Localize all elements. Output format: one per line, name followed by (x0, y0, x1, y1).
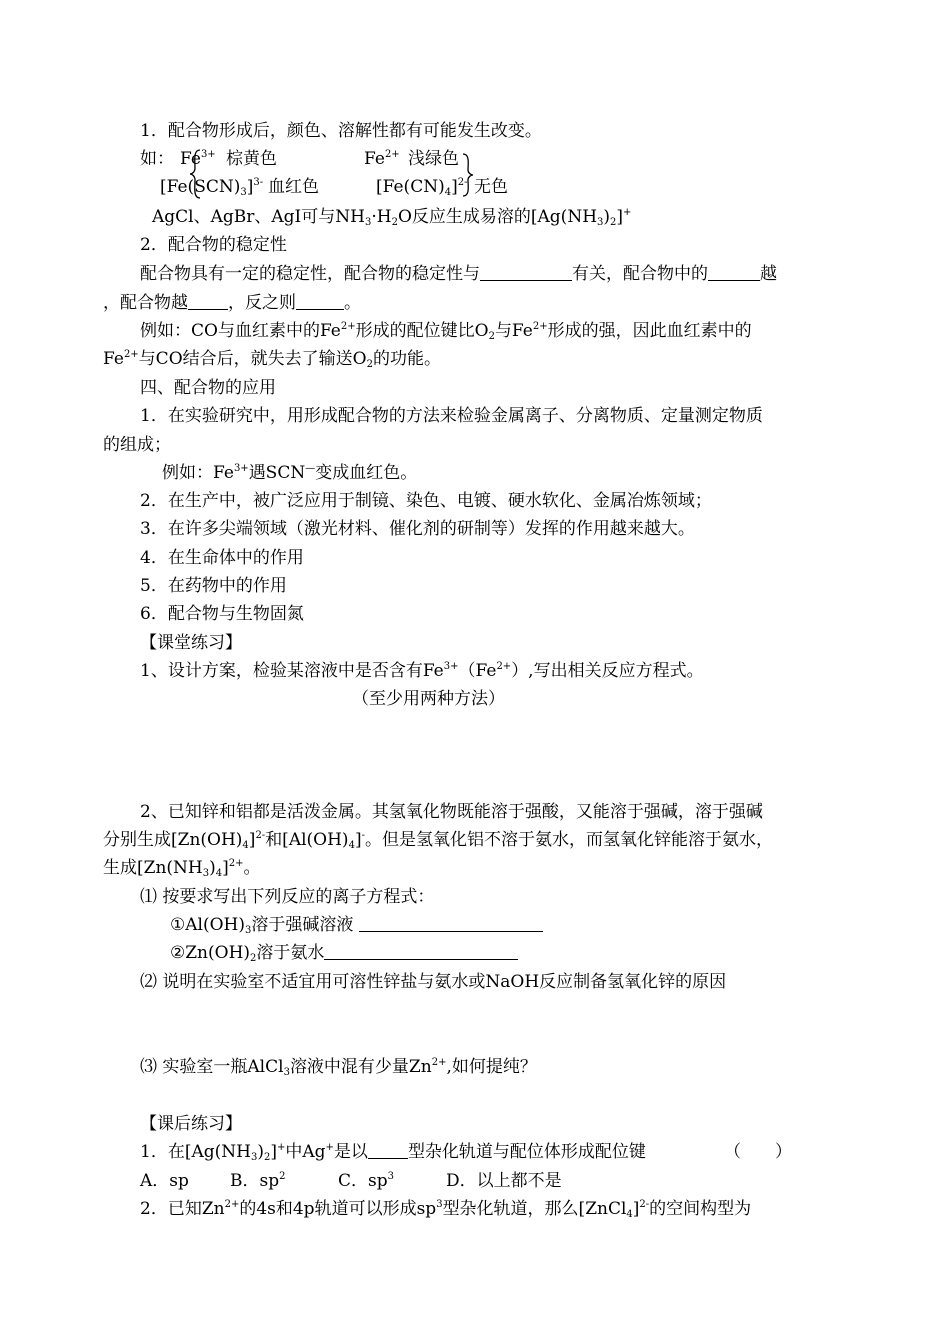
left-brace-icon (189, 148, 203, 200)
homework-question-2: 2．已知$Zn^{2+}$的4s和4p轨道可以形成$sp^3$型杂化轨道，那么[ZnCl$_4$]$^{2-}$的空间构型为 (140, 1199, 752, 1220)
fe2-color: 浅绿色 (408, 149, 459, 169)
example-label: 如： (140, 149, 174, 169)
question-2-part-2: ⑵ 说明在实验室不适宜用可溶性锌盐与氨水或NaOH反应制备氢氧化锌的原因 (140, 972, 727, 992)
question-2-line-3: 生成$[Zn(NH_3)_4]^{2+}$。 (103, 858, 261, 879)
answer-parentheses[interactable]: （ ） (724, 1142, 792, 1162)
option-b[interactable]: B．$sp^2$ (230, 1171, 286, 1191)
application-6: 6．配合物与生物固氮 (140, 604, 304, 624)
question-2-part-1b: $②Zn(OH)_2$溶于氨水 (170, 943, 518, 963)
question-2-part-3: ⑶ 实验室一瓶AlCl$_3$溶液中混有少量$Zn^{2+}$,如何提纯？ (140, 1057, 537, 1078)
application-1-example: 例如：$Fe^{3+}$遇SCN—变成血红色。 (162, 463, 418, 483)
fe3-ion: $Fe^{3+}$ (180, 149, 216, 169)
fescn-color: 血红色 (268, 177, 319, 197)
question-1: 1、设计方案，检验某溶液中是否含有$Fe^{3+}(Fe^{2+})$,写出相关反应方程式。 (140, 661, 704, 681)
option-c[interactable]: C．$sp^3$ (338, 1171, 394, 1191)
co-example-line-1: 例如：CO与血红素中的$Fe^{2+}$形成的配位键比$O_2$与$Fe^{2+}$形成的强，因此血红素中的 (140, 321, 752, 342)
answer-blank[interactable] (480, 264, 572, 281)
right-brace-icon (460, 152, 474, 198)
section-4-heading: 四、配合物的应用 (140, 378, 276, 398)
fe3-color: 棕黄色 (226, 149, 277, 169)
stability-line-2: ，配合物越 ，反之则 。 (103, 293, 361, 313)
homework-question-1: 1．在$[Ag(NH_3)_2]^+$中Ag+是以 型杂化轨道与配位体形成配位键 (140, 1142, 646, 1163)
stability-line-1: 配合物具有一定的稳定性，配合物的稳定性与 有关，配合物中的 越 (140, 264, 777, 284)
option-a[interactable]: A．sp (140, 1171, 189, 1191)
application-3: 3．在许多尖端领域（激光材料、催化剂的研制等）发挥的作用越来越大。 (140, 519, 695, 539)
answer-blank[interactable] (359, 915, 543, 932)
answer-blank[interactable] (324, 943, 518, 960)
answer-blank[interactable] (296, 293, 344, 310)
classroom-practice-heading: 【课堂练习】 (140, 633, 242, 653)
question-2-part-1: ⑴ 按要求写出下列反应的离子方程式： (140, 887, 435, 907)
question-1-note: （至少用两种方法） (352, 689, 505, 709)
answer-blank[interactable] (708, 264, 760, 281)
fescn-complex: $[Fe(SCN)_3]^{3-}$ (160, 177, 264, 198)
agcl-line: AgCl、AgBr、AgI可与$NH_3\cdot H_2O$反应生成易溶的$[Ag(NH_3)_2]^+$ (152, 207, 632, 228)
question-2-line-1: 2、已知锌和铝都是活泼金属。其氢氧化物既能溶于强酸，又能溶于强碱，溶于强碱 (140, 802, 763, 822)
fe2-ion: $Fe^{2+}$ (364, 149, 400, 169)
fecn-color: 无色 (474, 177, 508, 197)
application-1: 1．在实验研究中，用形成配合物的方法来检验金属离子、分离物质、定量测定物质 (140, 406, 763, 426)
application-5: 5．在药物中的作用 (140, 576, 287, 596)
question-2-line-2: 分别生成$[Zn(OH)_4]^{2-}$和$[Al(OH)_4]^-$。但是氢氧化铝不溶于氨水，而氢氧化锌能溶于氨水， (103, 830, 773, 851)
section-1-line: 1．配合物形成后，颜色、溶解性都有可能发生改变。 (140, 121, 542, 141)
application-4: 4．在生命体中的作用 (140, 548, 304, 568)
option-d[interactable]: D．以上都不是 (446, 1171, 562, 1191)
application-1-cont: 的组成； (103, 435, 171, 455)
homework-heading: 【课后练习】 (140, 1114, 242, 1134)
answer-blank[interactable] (368, 1142, 408, 1159)
section-2-line: 2．配合物的稳定性 (140, 235, 287, 255)
answer-blank[interactable] (188, 293, 228, 310)
application-2: 2．在生产中，被广泛应用于制镜、染色、电镀、硬水软化、金属冶炼领域； (140, 491, 712, 511)
fecn-complex: $[Fe(CN)_4]^{2-}$ (376, 177, 468, 198)
question-2-part-1a: $①Al(OH)_3$溶于强碱溶液 (170, 915, 543, 935)
co-example-line-2: $Fe^{2+}$与CO结合后，就失去了输送$O_2$的功能。 (103, 349, 441, 370)
